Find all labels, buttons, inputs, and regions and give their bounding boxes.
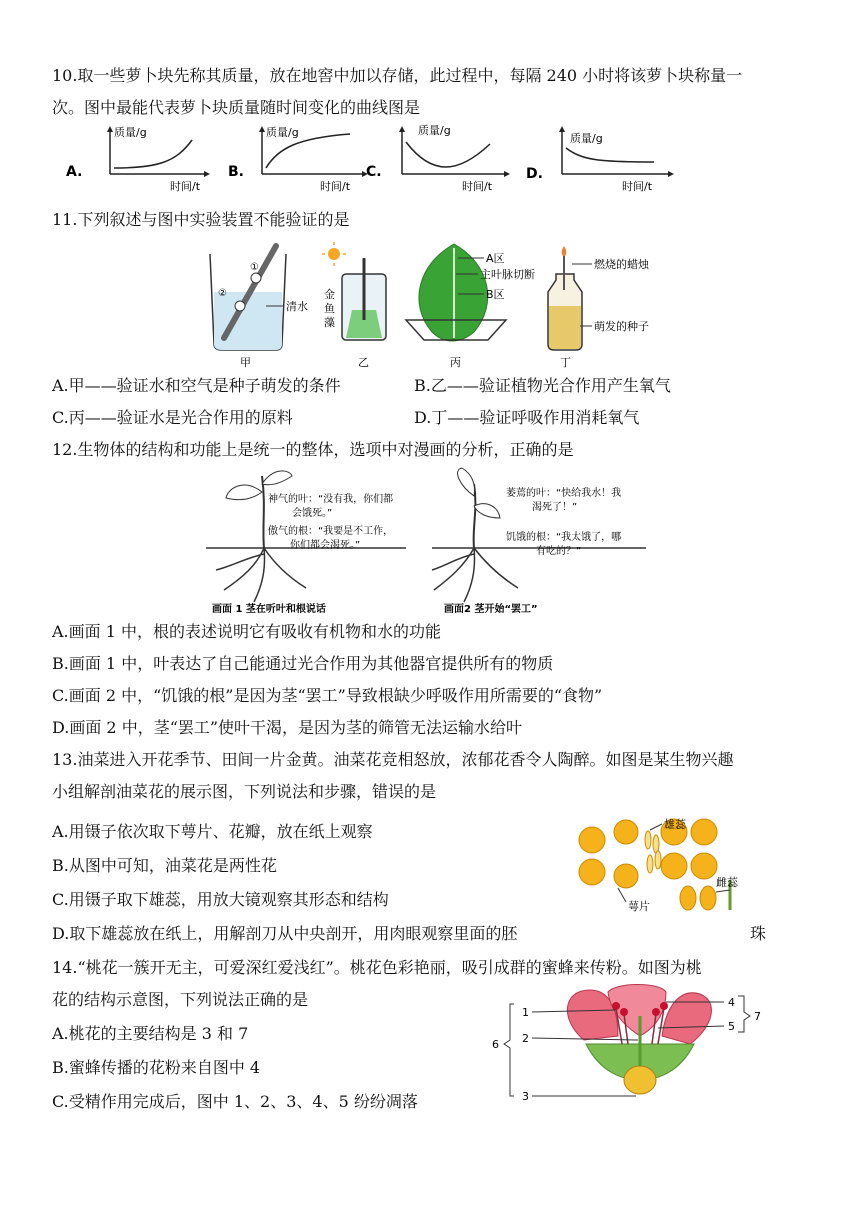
- q13-stem-line2: 小组解剖油菜花的展示图，下列说法和步骤，错误的是: [52, 782, 437, 801]
- bing-cut: 主叶脉切断: [480, 268, 535, 281]
- graph-b-curve: [266, 134, 350, 168]
- q10-graph-c: [362, 124, 532, 196]
- peach-n4: 4: [728, 996, 735, 1009]
- peach-n3: 3: [522, 1090, 529, 1103]
- jia-label: 甲: [240, 356, 251, 368]
- flower-pistil: 雌蕊: [716, 876, 738, 889]
- yi-plant-3: 藻: [324, 316, 335, 329]
- q10-stem-line1: 10.取一些萝卜块先称其质量，放在地窖中加以存储，此过程中，每隔 240 小时将该萝卜块称量一: [52, 66, 743, 85]
- graph-a-curve: [114, 140, 192, 168]
- graph-c-letter: C.: [366, 164, 382, 180]
- q13-option-a[interactable]: A.用镊子依次取下萼片、花瓣，放在纸上观察: [52, 822, 373, 841]
- q11-option-b[interactable]: B.乙——验证植物光合作用产生氧气: [414, 376, 671, 395]
- q13-option-d-tail: 珠: [750, 924, 767, 943]
- p2-leaf-1: 萎蔫的叶：“快给我水！我: [506, 488, 622, 499]
- p1-leaf-1: 神气的叶：“没有我，你们都: [268, 494, 394, 505]
- p2-caption: 画面2 茎开始“罢工”: [444, 604, 538, 615]
- peach-n6: 6: [492, 1038, 499, 1051]
- jia-water: 清水: [286, 300, 308, 313]
- q11-stem: 11.下列叙述与图中实验装置不能验证的是: [52, 210, 350, 229]
- peach-n1: 1: [522, 1006, 529, 1019]
- yi-label: 乙: [358, 356, 369, 368]
- q13-option-b[interactable]: B.从图中可知，油菜花是两性花: [52, 856, 277, 875]
- peach-n5: 5: [728, 1020, 735, 1033]
- graph-c-ylabel: 质量/g: [418, 124, 451, 137]
- bing-label: 丙: [450, 356, 461, 368]
- graph-d-ylabel: 质量/g: [570, 132, 603, 145]
- flower-sepal: 萼片: [628, 900, 650, 913]
- jia-n2: ②: [218, 288, 227, 299]
- p1-leaf-2: 会饿死。”: [292, 508, 333, 519]
- q12-option-d[interactable]: D.画面 2 中，茎“罢工”使叶干渴，是因为茎的筛管无法运输水给叶: [52, 718, 523, 737]
- p1-root-1: 傲气的根：“我要是不工作，: [268, 526, 394, 537]
- q11-option-a[interactable]: A.甲——验证水和空气是种子萌发的条件: [52, 376, 341, 395]
- graph-a-letter: A.: [66, 164, 83, 180]
- q12-cartoon: [206, 466, 656, 616]
- bing-b: B区: [486, 288, 505, 301]
- q14-stem-line2: 花的结构示意图，下列说法正确的是: [52, 990, 309, 1009]
- yi-plant-2: 鱼: [324, 302, 335, 315]
- graph-b-ylabel: 质量/g: [266, 126, 299, 139]
- q12-option-b[interactable]: B.画面 1 中，叶表达了自己能通过光合作用为其他器官提供所有的物质: [52, 654, 554, 673]
- q11-option-d[interactable]: D.丁——验证呼吸作用消耗氧气: [414, 408, 640, 427]
- beaker-jia: [210, 246, 308, 368]
- graph-a-ylabel: 质量/g: [114, 126, 147, 139]
- yi-plant-1: 金: [324, 288, 335, 301]
- q13-figure: [570, 810, 750, 920]
- graph-c-curve: [406, 142, 490, 167]
- p1-caption: 画面 1 茎在听叶和根说话: [212, 604, 326, 615]
- p2-leaf-2: 渴死了！”: [532, 502, 578, 513]
- jia-n1: ①: [250, 262, 259, 273]
- q10-stem-line2: 次。图中最能代表萝卜块质量随时间变化的曲线图是: [52, 98, 421, 117]
- ding-label: 丁: [560, 356, 571, 368]
- q10-graph-d: [522, 124, 692, 196]
- peach-n2: 2: [522, 1032, 529, 1045]
- graph-d-letter: D.: [526, 166, 543, 182]
- q14-figure: [490, 980, 780, 1110]
- q13-stem-line1: 13.油菜进入开花季节、田间一片金黄。油菜花竞相怒放，浓郁花香令人陶醉。如图是某生物兴趣: [52, 750, 734, 769]
- q12-option-c[interactable]: C.画面 2 中，“饥饿的根”是因为茎“罢工”导致根缺少呼吸作用所需要的“食物”: [52, 686, 603, 705]
- bottle-ding: [548, 246, 650, 368]
- q14-option-c[interactable]: C.受精作用完成后，图中 1、2、3、4、5 纷纷凋落: [52, 1092, 418, 1111]
- q13-option-c[interactable]: C.用镊子取下雄蕊，用放大镜观察其形态和结构: [52, 890, 389, 909]
- graph-d-curve: [566, 148, 654, 162]
- graph-b-letter: B.: [228, 164, 244, 180]
- q14-stem-line1: 14.“桃花一簇开无主，可爱深红爱浅红”。桃花色彩艳丽，吸引成群的蜜蜂来传粉。如图为桃: [52, 958, 702, 977]
- q14-option-a[interactable]: A.桃花的主要结构是 3 和 7: [52, 1024, 249, 1043]
- graph-c-xlabel: 时间/t: [462, 180, 493, 193]
- peach-n7: 7: [754, 1010, 761, 1023]
- graph-a-xlabel: 时间/t: [170, 180, 201, 193]
- p2-root-2: 有吃的？”: [536, 546, 582, 557]
- q11-option-c[interactable]: C.丙——验证水是光合作用的原料: [52, 408, 293, 427]
- q12-option-a[interactable]: A.画面 1 中，根的表述说明它有吸收有机物和水的功能: [52, 622, 441, 641]
- p1-root-2: 你们都会渴死。”: [290, 540, 361, 551]
- ding-candle: 燃烧的蜡烛: [594, 258, 649, 271]
- q14-option-b[interactable]: B.蜜蜂传播的花粉来自图中 4: [52, 1058, 261, 1077]
- q13-option-d[interactable]: D.取下雄蕊放在纸上，用解剖刀从中央剖开，用肉眼观察里面的胚: [52, 924, 518, 943]
- ding-seeds: 萌发的种子: [594, 320, 649, 333]
- q10-graph-a: [58, 124, 228, 196]
- jar-yi: [322, 242, 386, 368]
- bing-a: A区: [486, 252, 505, 265]
- flower-stamen: 雄蕊: [664, 818, 686, 831]
- graph-d-xlabel: 时间/t: [622, 180, 653, 193]
- q11-figure: [196, 240, 676, 368]
- p2-root-1: 饥饿的根：“我太饿了，哪: [506, 532, 622, 543]
- graph-b-xlabel: 时间/t: [320, 180, 351, 193]
- leaf-bing: [406, 244, 535, 368]
- q12-stem: 12.生物体的结构和功能上是统一的整体，选项中对漫画的分析，正确的是: [52, 440, 574, 459]
